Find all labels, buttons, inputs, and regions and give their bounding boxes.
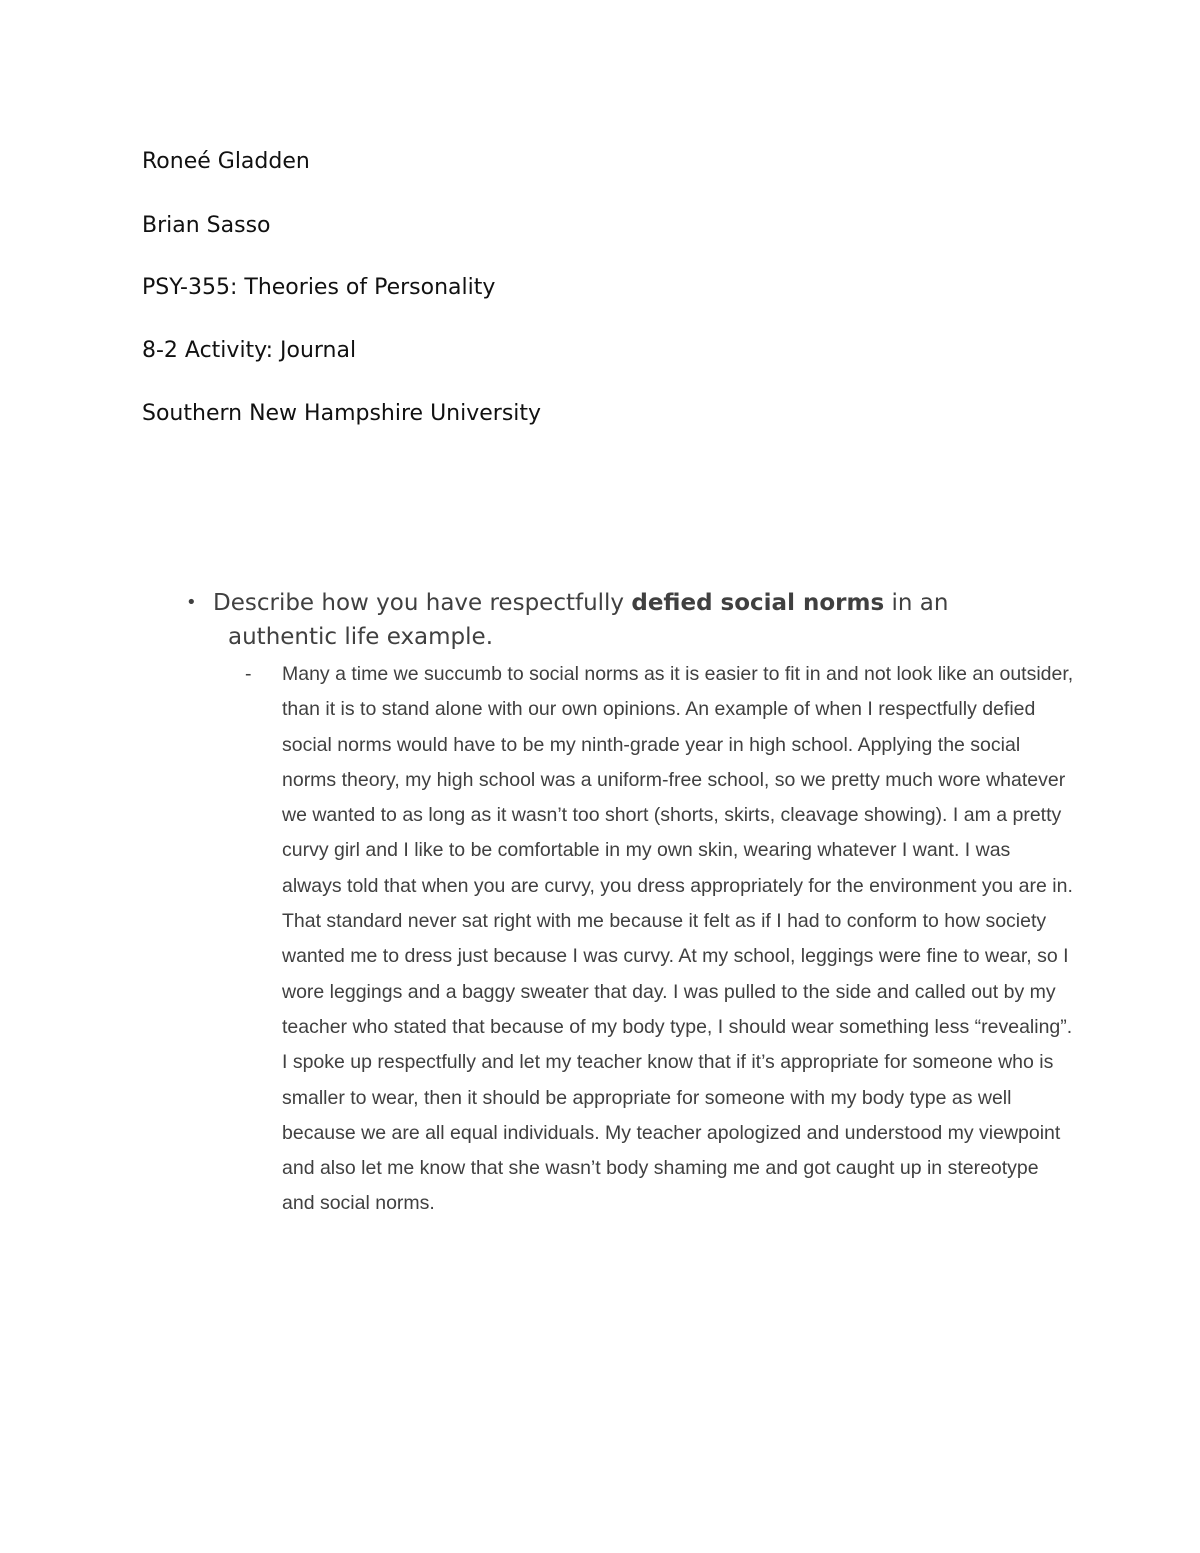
prompt-text [186, 586, 1006, 654]
bullet-marker: • [186, 592, 197, 613]
prompt-bullet-item [186, 586, 1006, 654]
assignment-title: 8-2 Activity: Journal [142, 338, 357, 363]
prompt-text-before: Describe how you have respectfully [213, 590, 632, 616]
response-item [245, 657, 1075, 1222]
instructor-name: Brian Sasso [142, 213, 271, 238]
prompt-text-bold: defied social norms [631, 590, 885, 616]
student-name: Roneé Gladden [142, 149, 310, 174]
prompt-text-after: in an authentic life example. [228, 590, 949, 650]
course-title: PSY-355: Theories of Personality [142, 275, 496, 300]
university-name: Southern New Hampshire University [142, 401, 542, 426]
dash-marker: - [245, 663, 252, 685]
response-paragraph: Many a time we succumb to social norms as it is easier to fit in and not look like an outsider, than it is to stand alone with our own opinions. An example of when I respectfully defied social norms would have to be my ninth-grade year in high school. Applying the social norms theory, my high school was a uniform-free school, so we pretty much wore whatever we wanted to as long as it wasn’t too short (shorts, skirts, cleavage showing). I am a pretty curvy girl and I like to be comfortable in my own skin, wearing whatever I want. I was always told that when you are curvy, you dress appropriately for the environment you are in. That standard never sat right with me because it felt as if I had to conform to how society wanted me to dress just because I was curvy. At my school, leggings were fine to wear, so I wore leggings and a baggy sweater that day. I was pulled to the side and called out by my teacher who stated that because of my body type, I should wear something less “revealing”. I spoke up respectfully and let my teacher know that if it’s appropriate for someone who is smaller to wear, then it should be appropriate for someone with my body type as well because we are all equal individuals. My teacher apologized and understood my viewpoint and also let me know that she wasn’t body shaming me and got caught up in stereotype and social norms. [282, 663, 1074, 1215]
